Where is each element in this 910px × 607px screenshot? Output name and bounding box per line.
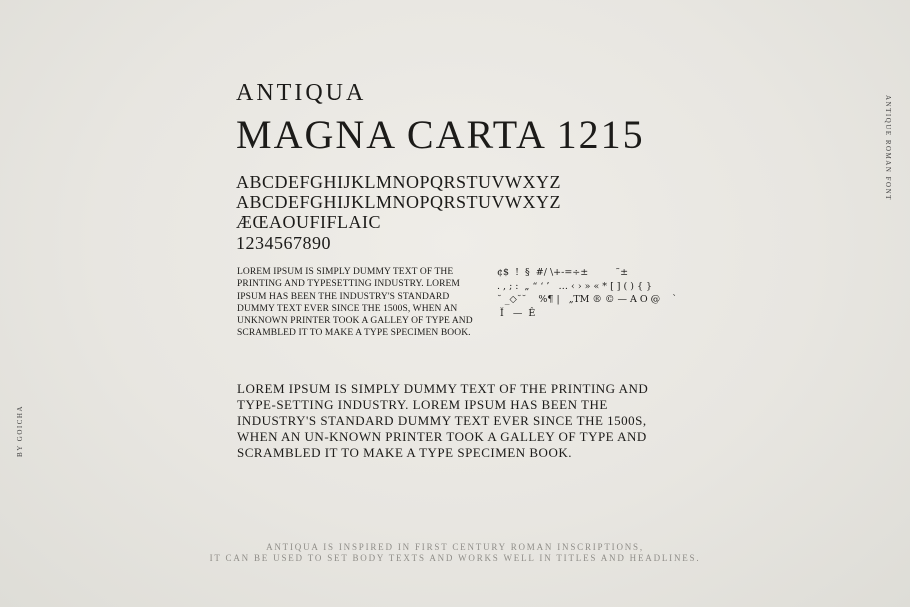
footer-line-1: ANTIQUA IS INSPIRED IN FIRST CENTURY ROMAN INSCRIPTIONS, xyxy=(266,542,644,552)
font-title: MAGNA CARTA 1215 xyxy=(236,112,645,157)
footer-description xyxy=(0,542,910,564)
footer-line-2: IT CAN BE USED TO SET BODY TEXTS AND WORKS WELL IN TITLES AND HEADLINES. xyxy=(209,553,701,563)
small-sample-text: LOREM IPSUM IS SIMPLY DUMMY TEXT OF THE PRINTING AND TYPESETTING INDUSTRY. LOREM IPSUM HAS BEEN THE INDUSTRY'S STANDARD DUMMY TEXT EVER SINCE THE 1500S, WHEN AN UNKNOWN PRINTER TOOK A GALLEY OF TYPE AND SCRAMBLED IT TO MAKE A TYPE SPECIMEN BOOK. xyxy=(237,267,473,339)
side-label-right: ANTIQUE ROMAN FONT xyxy=(884,95,892,201)
large-sample-text: LOREM IPSUM IS SIMPLY DUMMY TEXT OF THE PRINTING AND TYPE-SETTING INDUSTRY. LOREM IPSUM HAS BEEN THE INDUSTRY'S STANDARD DUMMY TEXT EVER SINCE THE 1500S, WHEN AN UN-KNOWN PRINTER TOOK A GALLEY OF TYPE AND SCRAMBLED IT TO MAKE A TYPE SPECIMEN BOOK. xyxy=(237,381,649,461)
glyph-line-numerals: 1234567890 xyxy=(236,233,331,253)
glyph-line-uppercase: ABCDEFGHIJKLMNOPQRSTUVWXYZ xyxy=(236,172,562,192)
glyph-line-ligatures: ÆŒAOUFIFLAIC xyxy=(236,212,382,232)
punctuation-glyphs: ¢$ ! § #/ \+-=÷± ˜± . , ; : „ “ ‘ ’ … ‹ › » « * [ ] ( ) { } ˘ _◇˘˘ %¶ | „TM ® © — A O @ ` Ĭ — Ê xyxy=(497,267,677,319)
font-subtitle: ANTIQUA xyxy=(236,80,367,106)
side-label-left: BY GOICHA xyxy=(16,405,24,457)
glyph-line-uppercase-alt: ABCDEFGHIJKLMNOPQRSTUVWXYZ xyxy=(236,192,562,212)
